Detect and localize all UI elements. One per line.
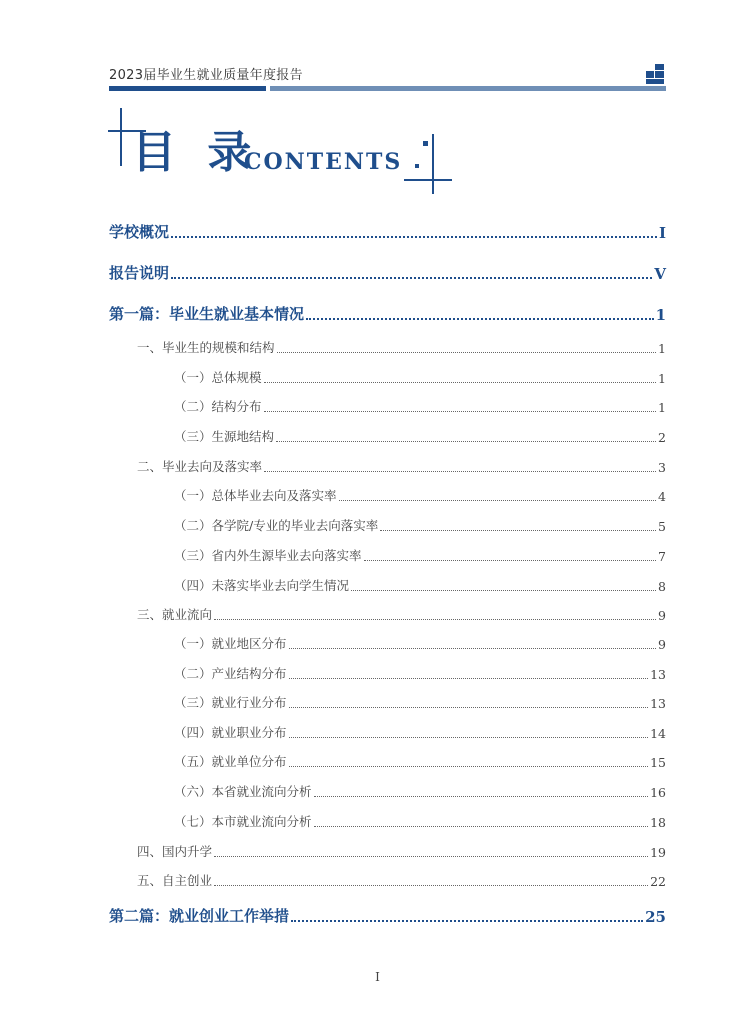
toc-entry-level2[interactable]: [137, 605, 666, 623]
header-logo-icon: [646, 64, 666, 84]
toc-entry-title: 五、自主创业: [137, 873, 213, 888]
toc-entry-page: 25: [645, 908, 666, 926]
toc-entry-level1[interactable]: [109, 905, 666, 926]
toc-entry-page: 1: [658, 371, 666, 386]
toc-entry-title: （一）就业地区分布: [174, 636, 287, 651]
toc-leader-dots: [380, 530, 656, 531]
toc-entry-level3[interactable]: [174, 516, 666, 534]
toc-entry-title: 二、毕业去向及落实率: [137, 459, 263, 474]
toc-entry-page: 1: [655, 306, 666, 324]
toc-leader-dots: [214, 885, 648, 886]
toc-leader-dots: [291, 920, 643, 922]
toc-entry-level3[interactable]: [174, 693, 666, 711]
toc-entry-level3[interactable]: [174, 664, 666, 682]
toc-entry-title: （五）就业单位分布: [174, 754, 287, 769]
toc-entry-page: 13: [650, 667, 666, 682]
toc-entry-page: 13: [650, 696, 666, 711]
toc-entry-page: 1: [658, 400, 666, 415]
toc-entry-page: 2: [658, 430, 666, 445]
toc-leader-dots: [289, 707, 649, 708]
toc-entry-level3[interactable]: [174, 486, 666, 504]
toc-leader-dots: [264, 411, 657, 412]
toc-entry-level3[interactable]: [174, 546, 666, 564]
toc-leader-dots: [214, 619, 656, 620]
toc-entry-level3[interactable]: [174, 427, 666, 445]
decor-square-icon: [423, 141, 428, 146]
toc-entry-page: 15: [650, 755, 666, 770]
toc-leader-dots: [351, 590, 656, 591]
header-rule-dark: [109, 86, 266, 91]
toc-entry-page: 22: [650, 874, 666, 889]
toc-entry-title: （三）就业行业分布: [174, 695, 287, 710]
toc-entry-level3[interactable]: [174, 397, 666, 415]
toc-entry-page: 16: [650, 785, 666, 800]
toc-entry-level3[interactable]: [174, 576, 666, 594]
toc-entry-level3[interactable]: [174, 368, 666, 386]
toc-entry-level3[interactable]: [174, 812, 666, 830]
toc-leader-dots: [289, 737, 649, 738]
toc-leader-dots: [339, 500, 657, 501]
toc-entry-page: 7: [658, 549, 666, 564]
toc-entry-level1[interactable]: [109, 303, 666, 324]
toc-leader-dots: [314, 796, 649, 797]
decor-vertical-line-right: [432, 134, 434, 194]
toc-entry-page: 1: [658, 341, 666, 356]
toc-leader-dots: [214, 856, 648, 857]
toc-entry-page: 4: [658, 489, 666, 504]
toc-entry-level2[interactable]: [137, 338, 666, 356]
header-rule-light: [270, 86, 666, 91]
contents-subtitle: CONTENTS: [244, 149, 403, 175]
toc-entry-title: 第一篇：毕业生就业基本情况: [109, 305, 305, 323]
toc-leader-dots: [276, 441, 656, 442]
toc-entry-title: 学校概况: [109, 223, 170, 241]
toc-leader-dots: [314, 826, 649, 827]
toc-entry-level1[interactable]: [109, 262, 666, 283]
page-number: I: [375, 970, 380, 984]
toc-entry-level3[interactable]: [174, 723, 666, 741]
toc-entry-level1[interactable]: [109, 221, 666, 242]
toc-entry-page: 14: [650, 726, 666, 741]
toc-entry-title: （二）各学院/专业的毕业去向落实率: [174, 518, 379, 533]
toc-entry-title: （七）本市就业流向分析: [174, 814, 312, 829]
toc-entry-title: （四）未落实毕业去向学生情况: [174, 578, 350, 593]
toc-entry-title: 第二篇：就业创业工作举措: [109, 907, 290, 925]
toc-leader-dots: [171, 277, 652, 279]
toc-entry-title: （四）就业职业分布: [174, 725, 287, 740]
toc-entry-page: V: [654, 265, 666, 283]
toc-entry-page: 9: [658, 637, 666, 652]
toc-entry-title: （一）总体规模: [174, 370, 262, 385]
toc-entry-level2[interactable]: [137, 457, 666, 475]
toc-entry-page: 8: [658, 579, 666, 594]
toc-entry-title: 四、国内升学: [137, 844, 213, 859]
running-header-title: 2023届毕业生就业质量年度报告: [109, 68, 303, 83]
toc-leader-dots: [264, 471, 656, 472]
toc-leader-dots: [277, 352, 657, 353]
toc-entry-title: （二）结构分布: [174, 399, 262, 414]
toc-leader-dots: [289, 678, 649, 679]
toc-entry-title: （三）生源地结构: [174, 429, 275, 444]
toc-entry-page: 5: [658, 519, 666, 534]
toc-entry-page: 18: [650, 815, 666, 830]
decor-square-icon: [415, 164, 419, 168]
toc-entry-level3[interactable]: [174, 634, 666, 652]
toc-entry-title: 一、毕业生的规模和结构: [137, 340, 275, 355]
toc-entry-page: I: [658, 224, 666, 242]
toc-entry-title: 报告说明: [109, 264, 170, 282]
contents-title: 目 录: [132, 127, 260, 178]
toc-leader-dots: [289, 766, 649, 767]
toc-entry-page: 9: [658, 608, 666, 623]
toc-entry-title: 三、就业流向: [137, 607, 213, 622]
toc-entry-level2[interactable]: [137, 871, 666, 889]
toc-leader-dots: [264, 382, 657, 383]
decor-vertical-line-left: [120, 108, 122, 166]
toc-entry-page: 3: [658, 460, 666, 475]
toc-entry-title: （一）总体毕业去向及落实率: [174, 488, 337, 503]
toc-leader-dots: [171, 236, 657, 238]
toc-entry-level2[interactable]: [137, 842, 666, 860]
decor-horizontal-line-right: [404, 179, 452, 181]
toc-entry-title: （三）省内外生源毕业去向落实率: [174, 548, 362, 563]
toc-entry-level3[interactable]: [174, 782, 666, 800]
toc-leader-dots: [364, 560, 657, 561]
toc-entry-page: 19: [650, 845, 666, 860]
toc-entry-title: （六）本省就业流向分析: [174, 784, 312, 799]
toc-entry-level3[interactable]: [174, 752, 666, 770]
toc-leader-dots: [306, 318, 654, 320]
toc-leader-dots: [289, 648, 657, 649]
toc-entry-title: （二）产业结构分布: [174, 666, 287, 681]
